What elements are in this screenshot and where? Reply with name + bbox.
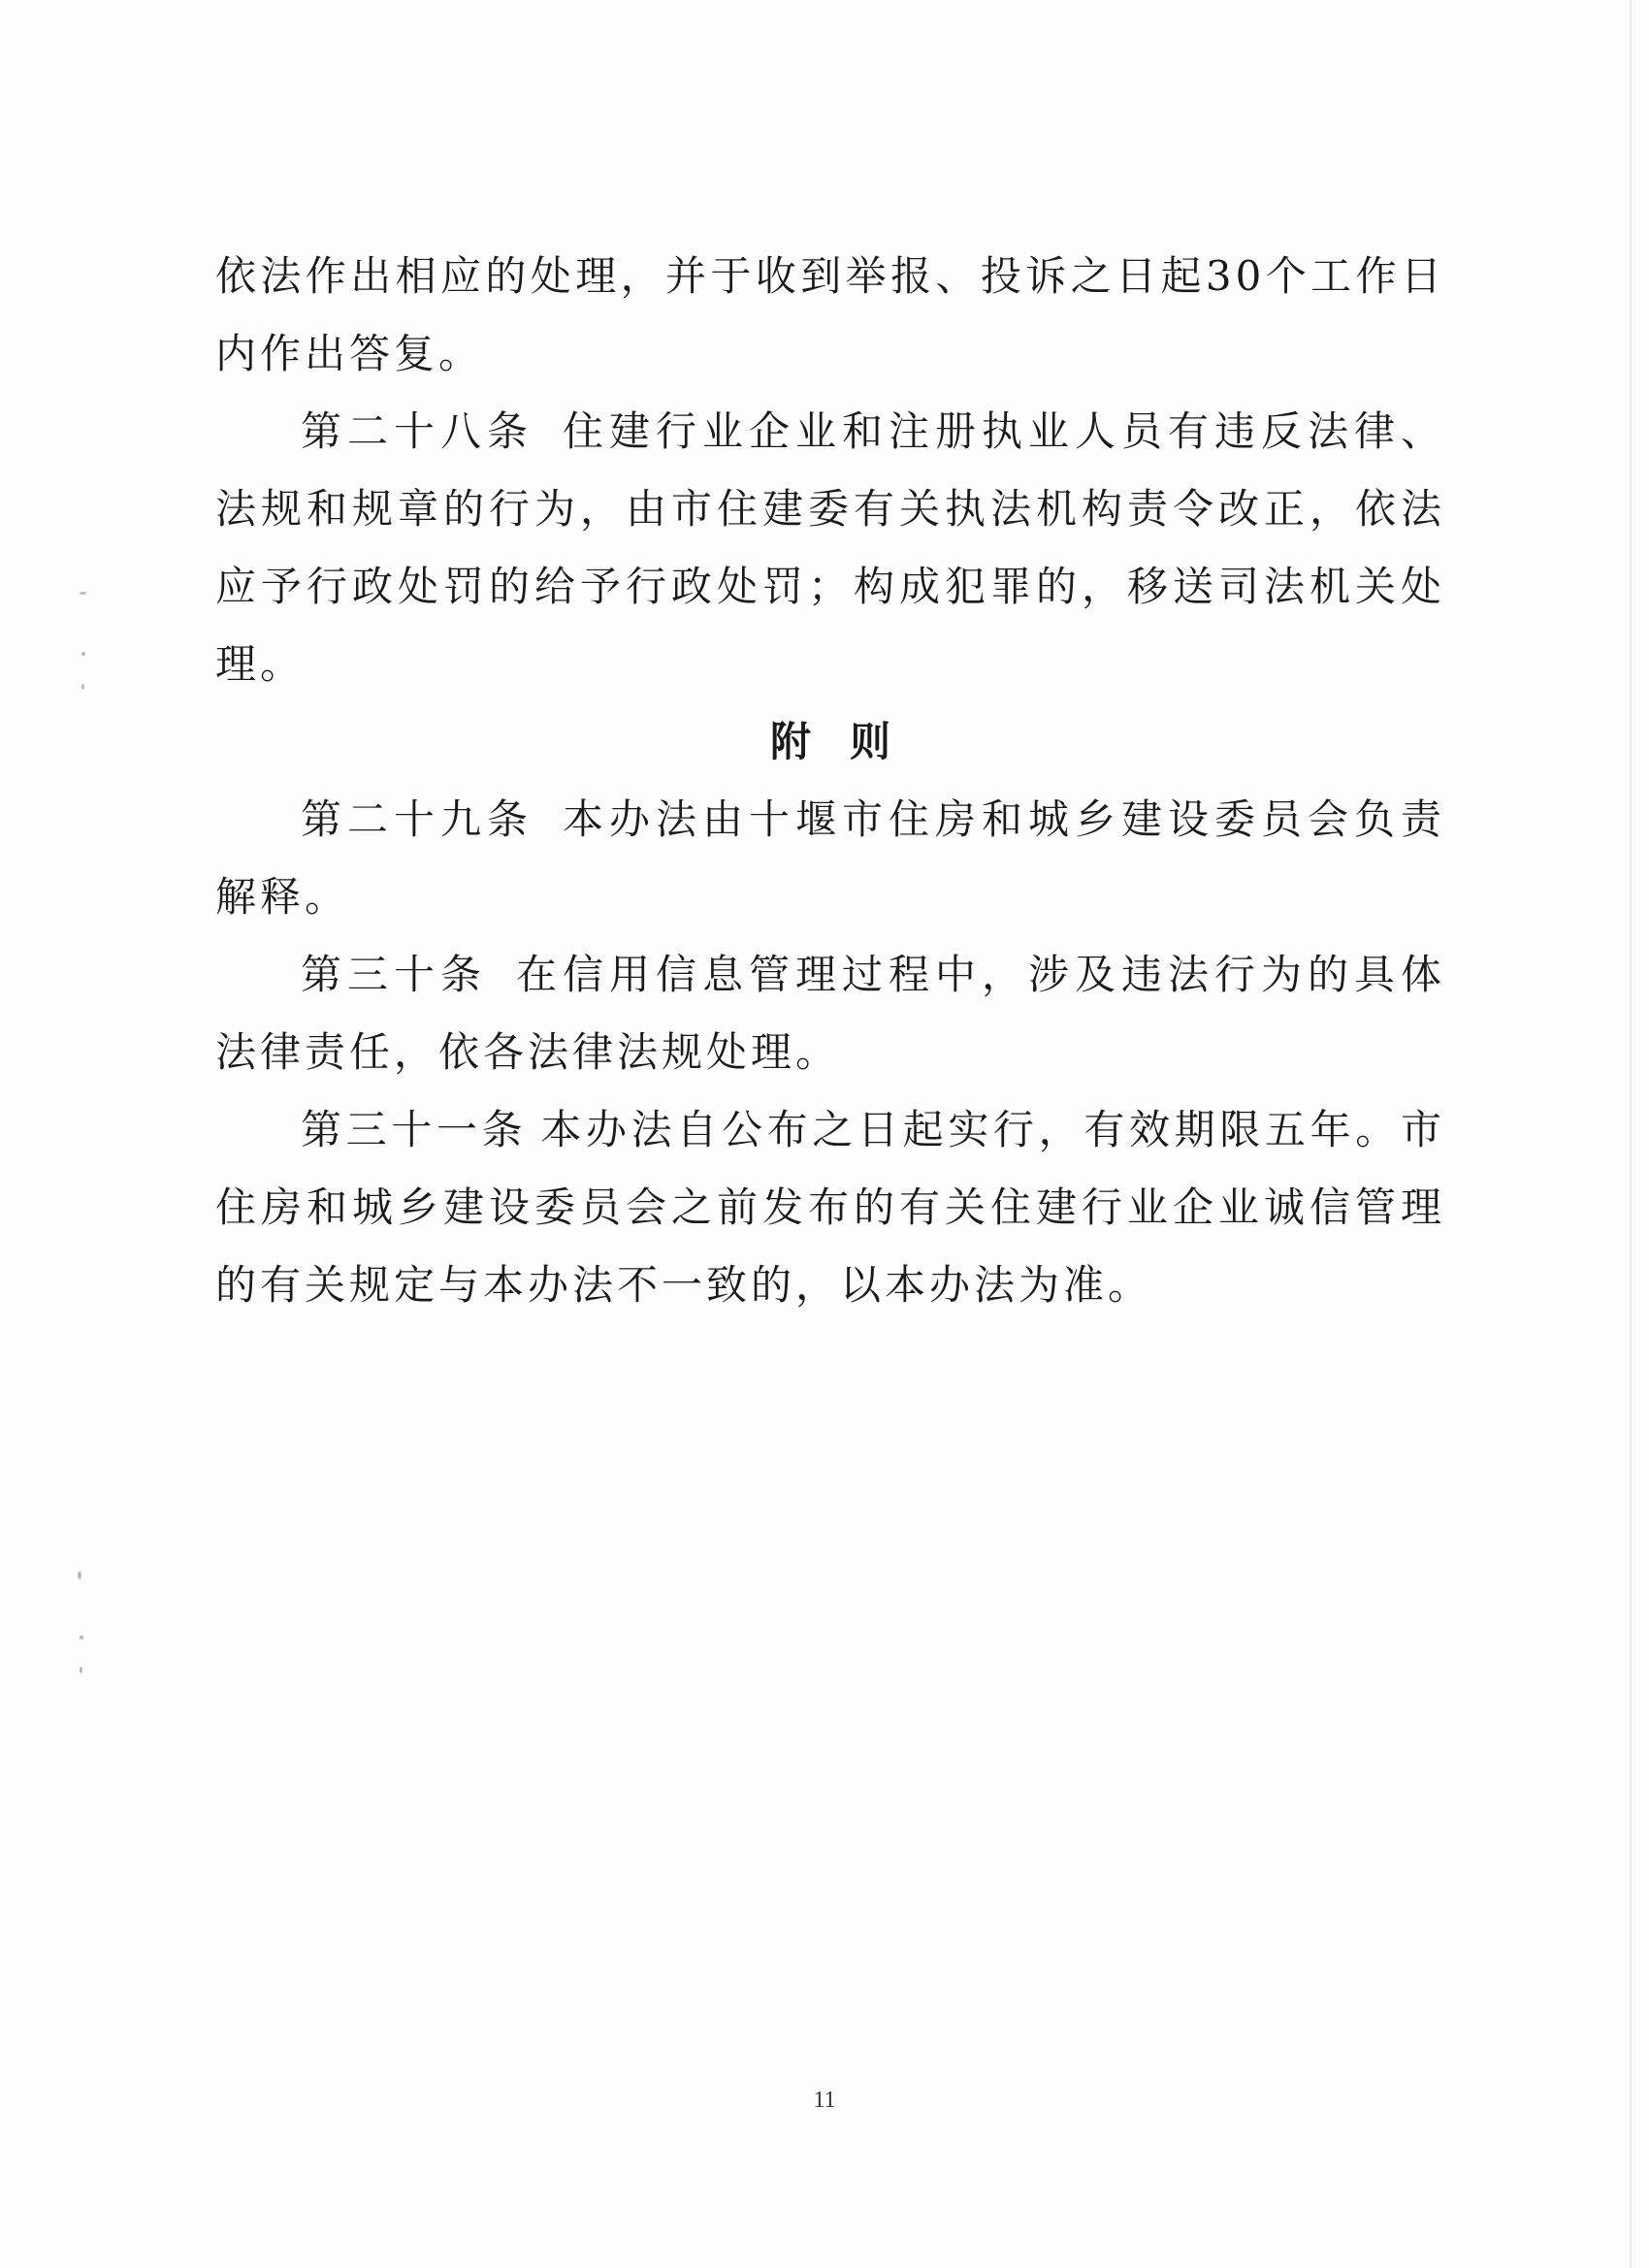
article-text: 本办法由十堰市住房和城乡建设委员会负责解释。 [215, 795, 1445, 921]
article-text: 住建行业企业和注册执业人员有违反法律、法规和规章的行为，由市住建委有关执法机构责令改正，依法应予行政处罚的给予行政处罚；构成犯罪的，移送司法机关处理。 [215, 407, 1445, 688]
article-31 [215, 1091, 1445, 1324]
article-number: 第二十八条 [301, 407, 534, 455]
document-body [215, 238, 1445, 1324]
paragraph-continuation [215, 238, 1445, 393]
scan-speck [80, 592, 86, 595]
article-number: 第二十九条 [301, 795, 534, 843]
scan-speck [81, 684, 84, 690]
article-28 [215, 393, 1445, 703]
scan-speck [80, 1636, 83, 1639]
scan-speck [78, 1571, 81, 1579]
article-text: 在信用信息管理过程中，涉及违法行为的具体法律责任，依各法律法规处理。 [215, 951, 1445, 1076]
scan-speck [80, 1667, 82, 1673]
article-text: 本办法自公布之日起实行，有效期限五年。市住房和城乡建设委员会之前发布的有关住建行业企业诚信管理的有关规定与本办法不一致的，以本办法为准。 [215, 1106, 1445, 1309]
page-number: 11 [813, 2088, 836, 2113]
scan-edge-line [1630, 0, 1632, 2268]
section-heading: 附则 [769, 718, 929, 765]
scan-speck [81, 652, 85, 656]
article-30 [215, 936, 1445, 1091]
article-number: 第三十条 [301, 951, 487, 998]
paragraph-text: 依法作出相应的处理，并于收到举报、投诉之日起30个工作日内作出答复。 [215, 252, 1445, 377]
article-29 [215, 781, 1445, 936]
article-number: 第三十一条 [301, 1106, 528, 1153]
